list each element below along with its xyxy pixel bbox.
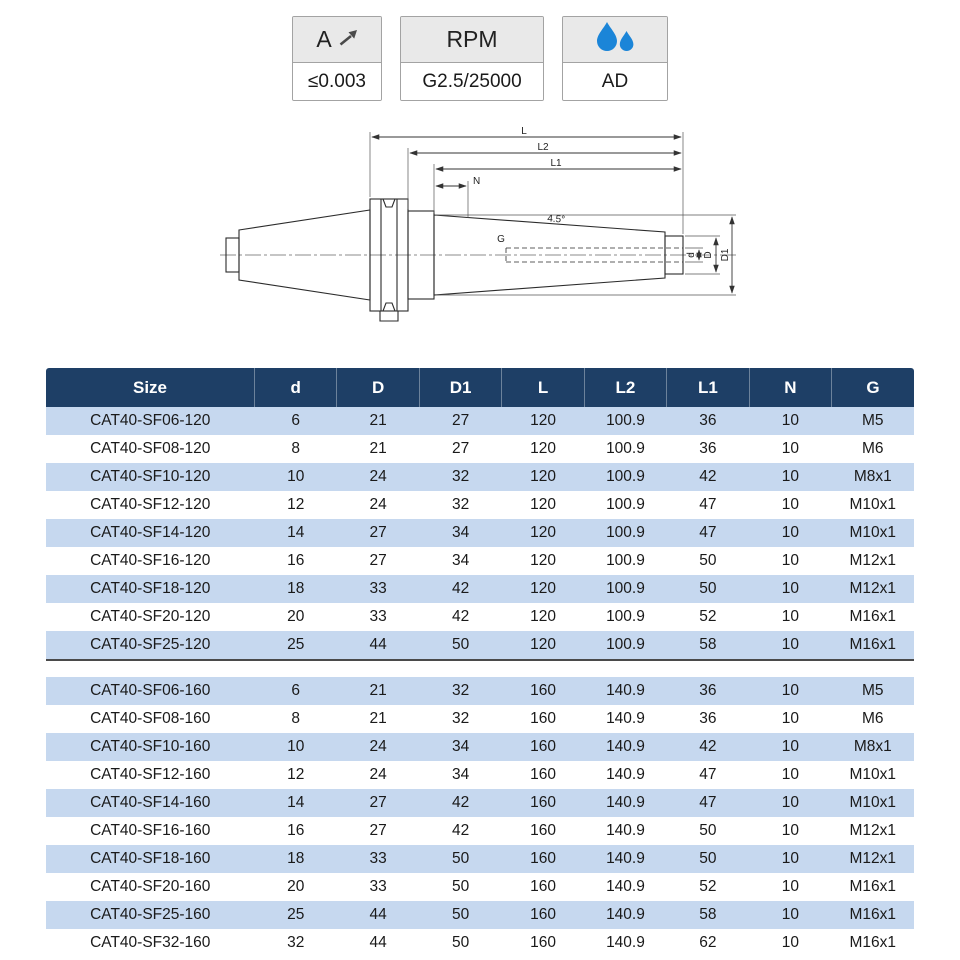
table-row: [46, 677, 914, 705]
value-cell: 160: [502, 705, 584, 733]
value-cell: 32: [255, 929, 337, 957]
size-cell: CAT40-SF10-120: [46, 463, 255, 491]
value-cell: 140.9: [584, 817, 666, 845]
value-cell: M16x1: [832, 929, 914, 957]
column-header: Size: [46, 368, 255, 407]
value-cell: 120: [502, 631, 584, 660]
value-cell: 100.9: [584, 631, 666, 660]
value-cell: 33: [337, 575, 419, 603]
value-cell: 20: [255, 603, 337, 631]
value-cell: 32: [419, 677, 501, 705]
value-cell: 140.9: [584, 929, 666, 957]
value-cell: 6: [255, 677, 337, 705]
value-cell: 50: [667, 547, 749, 575]
water-drops-icon: [593, 21, 637, 59]
value-cell: 140.9: [584, 873, 666, 901]
value-cell: 50: [419, 929, 501, 957]
value-cell: 33: [337, 845, 419, 873]
table-row: [46, 761, 914, 789]
size-cell: CAT40-SF18-120: [46, 575, 255, 603]
value-cell: M16x1: [832, 873, 914, 901]
value-cell: 10: [749, 705, 831, 733]
value-cell: 160: [502, 901, 584, 929]
value-cell: 10: [749, 435, 831, 463]
value-cell: M8x1: [832, 463, 914, 491]
value-cell: M10x1: [832, 789, 914, 817]
runout-label: A: [316, 26, 332, 52]
value-cell: 120: [502, 547, 584, 575]
value-cell: 58: [667, 631, 749, 660]
value-cell: M5: [832, 677, 914, 705]
value-cell: 140.9: [584, 845, 666, 873]
value-cell: 18: [255, 845, 337, 873]
value-cell: 10: [749, 929, 831, 957]
value-cell: 140.9: [584, 901, 666, 929]
value-cell: 120: [502, 435, 584, 463]
value-cell: 140.9: [584, 677, 666, 705]
table-row: [46, 491, 914, 519]
value-cell: 120: [502, 575, 584, 603]
table-row: [46, 631, 914, 660]
table-row: [46, 817, 914, 845]
size-cell: CAT40-SF12-120: [46, 491, 255, 519]
table-row: [46, 901, 914, 929]
value-cell: 47: [667, 519, 749, 547]
value-cell: 36: [667, 677, 749, 705]
value-cell: 10: [749, 463, 831, 491]
value-cell: 27: [419, 407, 501, 435]
size-cell: CAT40-SF10-160: [46, 733, 255, 761]
runout-value: ≤0.003: [293, 63, 381, 100]
value-cell: 36: [667, 407, 749, 435]
value-cell: 6: [255, 407, 337, 435]
runout-badge: [292, 16, 382, 101]
size-cell: CAT40-SF16-160: [46, 817, 255, 845]
value-cell: 120: [502, 463, 584, 491]
value-cell: 32: [419, 463, 501, 491]
value-cell: 44: [337, 929, 419, 957]
value-cell: 120: [502, 519, 584, 547]
value-cell: 10: [749, 845, 831, 873]
value-cell: 12: [255, 491, 337, 519]
column-header: G: [832, 368, 914, 407]
value-cell: 36: [667, 435, 749, 463]
size-cell: CAT40-SF08-160: [46, 705, 255, 733]
column-header: D: [337, 368, 419, 407]
table-row: [46, 789, 914, 817]
dim-label-L2: L2: [537, 142, 549, 153]
value-cell: 24: [337, 733, 419, 761]
table-row: [46, 547, 914, 575]
column-header: D1: [419, 368, 501, 407]
table-body: [46, 407, 914, 957]
value-cell: 21: [337, 407, 419, 435]
column-header: L: [502, 368, 584, 407]
value-cell: 34: [419, 733, 501, 761]
value-cell: 100.9: [584, 407, 666, 435]
value-cell: M16x1: [832, 631, 914, 660]
size-cell: CAT40-SF12-160: [46, 761, 255, 789]
value-cell: 10: [749, 547, 831, 575]
spec-badges: [0, 0, 960, 101]
table-row: [46, 929, 914, 957]
value-cell: 42: [667, 733, 749, 761]
tool-holder-drawing: [220, 115, 740, 353]
value-cell: 10: [749, 677, 831, 705]
size-cell: CAT40-SF20-120: [46, 603, 255, 631]
size-cell: CAT40-SF18-160: [46, 845, 255, 873]
size-cell: CAT40-SF06-160: [46, 677, 255, 705]
value-cell: 42: [419, 575, 501, 603]
table-row: [46, 705, 914, 733]
value-cell: 32: [419, 491, 501, 519]
value-cell: 160: [502, 677, 584, 705]
value-cell: 52: [667, 873, 749, 901]
size-cell: CAT40-SF32-160: [46, 929, 255, 957]
value-cell: M5: [832, 407, 914, 435]
value-cell: 18: [255, 575, 337, 603]
value-cell: 36: [667, 705, 749, 733]
drawing-area: [220, 115, 740, 358]
value-cell: 160: [502, 817, 584, 845]
table-header-row: [46, 368, 914, 407]
value-cell: 16: [255, 817, 337, 845]
value-cell: 160: [502, 929, 584, 957]
size-cell: CAT40-SF25-160: [46, 901, 255, 929]
value-cell: M6: [832, 705, 914, 733]
value-cell: 42: [667, 463, 749, 491]
size-cell: CAT40-SF14-120: [46, 519, 255, 547]
size-cell: CAT40-SF25-120: [46, 631, 255, 660]
table-row: [46, 873, 914, 901]
value-cell: 10: [749, 817, 831, 845]
table-row: [46, 575, 914, 603]
table-row: [46, 463, 914, 491]
value-cell: 10: [749, 575, 831, 603]
size-cell: CAT40-SF16-120: [46, 547, 255, 575]
value-cell: 42: [419, 603, 501, 631]
value-cell: 120: [502, 407, 584, 435]
value-cell: 27: [419, 435, 501, 463]
value-cell: 21: [337, 435, 419, 463]
value-cell: 14: [255, 789, 337, 817]
value-cell: 24: [337, 761, 419, 789]
value-cell: M12x1: [832, 845, 914, 873]
value-cell: 10: [255, 463, 337, 491]
value-cell: 33: [337, 603, 419, 631]
value-cell: 27: [337, 789, 419, 817]
value-cell: 10: [255, 733, 337, 761]
value-cell: 10: [749, 761, 831, 789]
value-cell: 27: [337, 519, 419, 547]
value-cell: 160: [502, 845, 584, 873]
value-cell: 10: [749, 873, 831, 901]
value-cell: 34: [419, 547, 501, 575]
dim-label-angle: 4.5°: [546, 213, 566, 226]
value-cell: 24: [337, 491, 419, 519]
size-cell: CAT40-SF20-160: [46, 873, 255, 901]
value-cell: 140.9: [584, 761, 666, 789]
group-separator: [46, 660, 914, 677]
dim-label-N: N: [473, 176, 481, 187]
value-cell: 62: [667, 929, 749, 957]
value-cell: 160: [502, 733, 584, 761]
value-cell: 50: [419, 631, 501, 660]
value-cell: 47: [667, 789, 749, 817]
value-cell: 50: [667, 575, 749, 603]
size-cell: CAT40-SF08-120: [46, 435, 255, 463]
value-cell: 140.9: [584, 733, 666, 761]
value-cell: 42: [419, 789, 501, 817]
value-cell: M10x1: [832, 491, 914, 519]
value-cell: 14: [255, 519, 337, 547]
value-cell: 47: [667, 761, 749, 789]
coolant-value: AD: [563, 63, 667, 100]
rpm-badge: [400, 16, 544, 101]
value-cell: 32: [419, 705, 501, 733]
runout-badge-top: [293, 17, 381, 63]
table-row: [46, 603, 914, 631]
column-header: d: [255, 368, 337, 407]
dim-label-L1: L1: [550, 158, 562, 169]
value-cell: 50: [667, 845, 749, 873]
value-cell: 25: [255, 631, 337, 660]
size-cell: CAT40-SF14-160: [46, 789, 255, 817]
value-cell: 160: [502, 761, 584, 789]
value-cell: 33: [337, 873, 419, 901]
value-cell: 44: [337, 631, 419, 660]
value-cell: M12x1: [832, 575, 914, 603]
value-cell: 100.9: [584, 603, 666, 631]
value-cell: 50: [419, 873, 501, 901]
column-header: L1: [667, 368, 749, 407]
value-cell: 50: [419, 845, 501, 873]
value-cell: 34: [419, 761, 501, 789]
value-cell: 100.9: [584, 491, 666, 519]
value-cell: 100.9: [584, 575, 666, 603]
value-cell: 160: [502, 873, 584, 901]
column-header: N: [749, 368, 831, 407]
value-cell: 160: [502, 789, 584, 817]
size-cell: CAT40-SF06-120: [46, 407, 255, 435]
value-cell: 50: [419, 901, 501, 929]
spec-table: [46, 368, 914, 957]
table-row: [46, 733, 914, 761]
value-cell: 27: [337, 547, 419, 575]
column-header: L2: [584, 368, 666, 407]
value-cell: 10: [749, 519, 831, 547]
separator-cell: [46, 660, 914, 677]
table-row: [46, 407, 914, 435]
dim-label-G: G: [497, 234, 505, 245]
value-cell: 34: [419, 519, 501, 547]
dim-label-L: L: [521, 126, 527, 137]
value-cell: 10: [749, 789, 831, 817]
value-cell: 42: [419, 817, 501, 845]
value-cell: 52: [667, 603, 749, 631]
value-cell: 8: [255, 435, 337, 463]
value-cell: 21: [337, 705, 419, 733]
value-cell: 27: [337, 817, 419, 845]
value-cell: 10: [749, 407, 831, 435]
value-cell: 120: [502, 603, 584, 631]
value-cell: 47: [667, 491, 749, 519]
value-cell: 20: [255, 873, 337, 901]
value-cell: M10x1: [832, 519, 914, 547]
table-row: [46, 845, 914, 873]
rpm-label: RPM: [401, 17, 543, 63]
value-cell: 100.9: [584, 519, 666, 547]
dim-label-d: d: [686, 252, 697, 258]
dim-label-D: D: [703, 251, 714, 259]
value-cell: M8x1: [832, 733, 914, 761]
value-cell: 10: [749, 733, 831, 761]
coolant-badge: [562, 16, 668, 101]
value-cell: 8: [255, 705, 337, 733]
value-cell: 12: [255, 761, 337, 789]
runout-arrow-icon: [338, 26, 358, 53]
value-cell: 10: [749, 631, 831, 660]
value-cell: 25: [255, 901, 337, 929]
value-cell: 24: [337, 463, 419, 491]
value-cell: 44: [337, 901, 419, 929]
value-cell: 21: [337, 677, 419, 705]
rpm-value: G2.5/25000: [401, 63, 543, 100]
value-cell: M12x1: [832, 817, 914, 845]
table-row: [46, 519, 914, 547]
value-cell: 100.9: [584, 463, 666, 491]
value-cell: 10: [749, 603, 831, 631]
value-cell: 140.9: [584, 705, 666, 733]
value-cell: 100.9: [584, 435, 666, 463]
value-cell: 50: [667, 817, 749, 845]
value-cell: M16x1: [832, 603, 914, 631]
dim-label-D1: D1: [720, 248, 731, 262]
value-cell: 120: [502, 491, 584, 519]
value-cell: M16x1: [832, 901, 914, 929]
table-row: [46, 435, 914, 463]
value-cell: 140.9: [584, 789, 666, 817]
value-cell: M12x1: [832, 547, 914, 575]
value-cell: 10: [749, 901, 831, 929]
coolant-badge-top: [563, 17, 667, 63]
value-cell: 10: [749, 491, 831, 519]
value-cell: 16: [255, 547, 337, 575]
value-cell: 100.9: [584, 547, 666, 575]
value-cell: M10x1: [832, 761, 914, 789]
value-cell: 58: [667, 901, 749, 929]
value-cell: M6: [832, 435, 914, 463]
